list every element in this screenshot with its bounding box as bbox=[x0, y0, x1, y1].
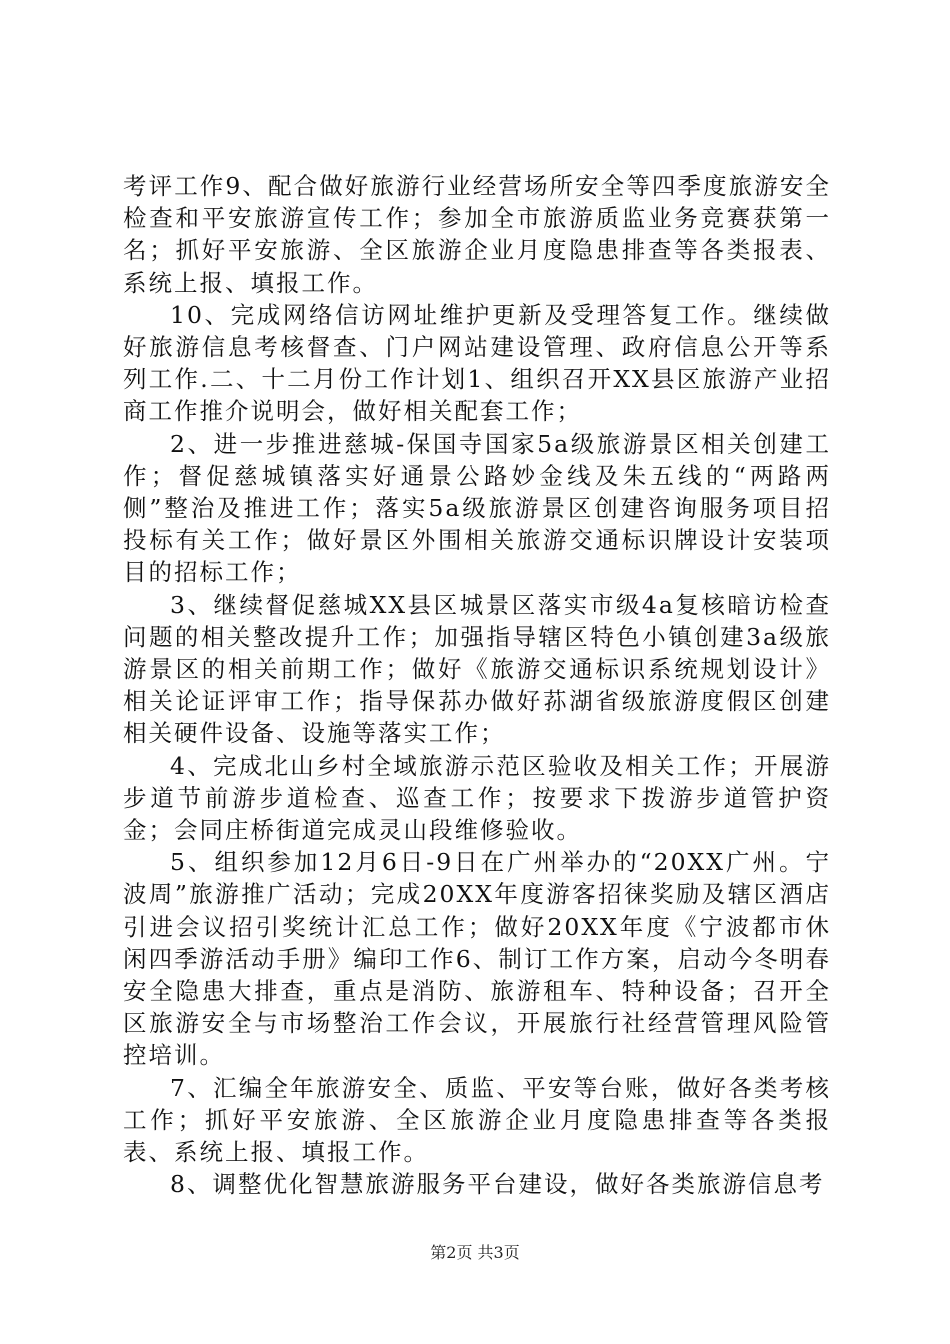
paragraph-3: 2、进一步推进慈城-保国寺国家5a级旅游景区相关创建工作；督促慈城镇落实好通景公路妙金线及朱五线的“两路两侧”整治及推进工作；落实5a级旅游景区创建咨询服务项目招投标有关工作；做好景区外围相关旅游交通标识牌设计安装项目的招标工作； bbox=[123, 429, 831, 587]
document-body bbox=[123, 170, 831, 1201]
paragraph-1: 考评工作9、配合做好旅游行业经营场所安全等四季度旅游安全检查和平安旅游宣传工作；参加全市旅游质监业务竞赛获第一名；抓好平安旅游、全区旅游企业月度隐患排查等各类报表、系统上报、填报工作。 bbox=[123, 172, 831, 297]
paragraph-8: 8、调整优化智慧旅游服务平台建设，做好各类旅游信息考 bbox=[170, 1170, 825, 1199]
paragraph-6: 5、组织参加12月6日-9日在广州举办的“20XX广州。宁波周”旅游推广活动；完成20XX年度游客招徕奖励及辖区酒店引进会议招引奖统计汇总工作；做好20XX年度《宁波都市休闲四季游活动手册》编印工作6、制订工作方案，启动今冬明春安全隐患大排查，重点是消防、旅游租车、特种设备；召开全区旅游安全与市场整治工作会议，开展旅行社经营管理风险管控培训。 bbox=[123, 848, 831, 1070]
paragraph-2: 10、完成网络信访网址维护更新及受理答复工作。继续做好旅游信息考核督查、门户网站建设管理、政府信息公开等系列工作.二、十二月份工作计划1、组织召开XX县区旅游产业招商工作推介说明会，做好相关配套工作； bbox=[123, 300, 831, 426]
paragraph-7: 7、汇编全年旅游安全、质监、平安等台账，做好各类考核工作；抓好平安旅游、全区旅游企业月度隐患排查等各类报表、系统上报、填报工作。 bbox=[123, 1073, 831, 1167]
page-number-label: 第2页 共3页 bbox=[430, 1243, 520, 1262]
paragraph-5: 4、完成北山乡村全域旅游示范区验收及相关工作；开展游步道节前游步道检查、巡查工作；按要求下拨游步道管护资金；会同庄桥街道完成灵山段维修验收。 bbox=[123, 751, 831, 845]
page-footer bbox=[0, 1240, 950, 1263]
paragraph-4: 3、继续督促慈城XX县区城景区落实市级4a复核暗访检查问题的相关整改提升工作；加强指导辖区特色小镇创建3a级旅游景区的相关前期工作；做好《旅游交通标识系统规划设计》相关论证评审工作；指导保荪办做好荪湖省级旅游度假区创建相关硬件设备、设施等落实工作； bbox=[123, 590, 831, 748]
